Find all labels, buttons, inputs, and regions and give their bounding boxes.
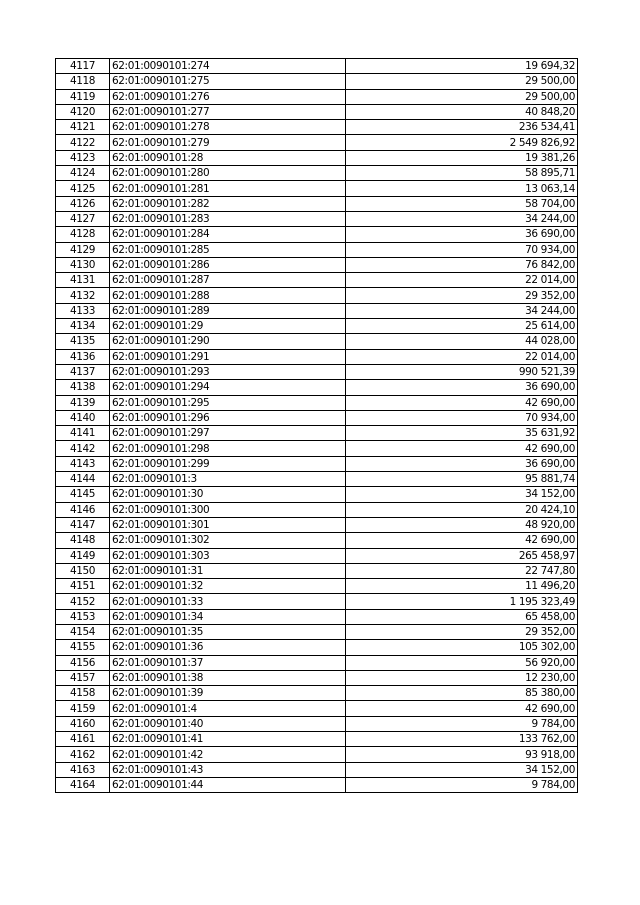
cadastral-number-cell: 62:01:0090101:296 <box>110 410 346 425</box>
cadastral-value-cell: 42 690,00 <box>346 533 578 548</box>
table-row <box>56 548 578 563</box>
cadastral-number-cell: 62:01:0090101:301 <box>110 517 346 532</box>
row-number-cell: 4117 <box>56 59 110 74</box>
cadastral-number-cell: 62:01:0090101:288 <box>110 288 346 303</box>
table-row <box>56 594 578 609</box>
table-row <box>56 181 578 196</box>
row-number-cell: 4133 <box>56 303 110 318</box>
cadastral-value-cell: 34 152,00 <box>346 487 578 502</box>
cadastral-value-cell: 25 614,00 <box>346 319 578 334</box>
cadastral-value-cell: 29 500,00 <box>346 74 578 89</box>
cadastral-number-cell: 62:01:0090101:303 <box>110 548 346 563</box>
cadastral-value-cell: 58 895,71 <box>346 166 578 181</box>
row-number-cell: 4164 <box>56 777 110 792</box>
table-row <box>56 257 578 272</box>
cadastral-number-cell: 62:01:0090101:277 <box>110 104 346 119</box>
row-number-cell: 4125 <box>56 181 110 196</box>
table-row <box>56 563 578 578</box>
table-row <box>56 59 578 74</box>
table-row <box>56 472 578 487</box>
table-row <box>56 74 578 89</box>
cadastral-value-cell: 35 631,92 <box>346 426 578 441</box>
table-row <box>56 319 578 334</box>
cadastral-value-cell: 13 063,14 <box>346 181 578 196</box>
cadastral-value-cell: 990 521,39 <box>346 364 578 379</box>
table-row <box>56 242 578 257</box>
cadastral-value-cell: 9 784,00 <box>346 716 578 731</box>
row-number-cell: 4157 <box>56 670 110 685</box>
cadastral-value-cell: 70 934,00 <box>346 242 578 257</box>
cadastral-value-cell: 95 881,74 <box>346 472 578 487</box>
cadastral-number-cell: 62:01:0090101:281 <box>110 181 346 196</box>
cadastral-value-cell: 22 747,80 <box>346 563 578 578</box>
cadastral-value-cell: 36 690,00 <box>346 380 578 395</box>
cadastral-number-cell: 62:01:0090101:31 <box>110 563 346 578</box>
cadastral-value-table <box>55 58 578 793</box>
cadastral-value-cell: 29 352,00 <box>346 288 578 303</box>
cadastral-number-cell: 62:01:0090101:4 <box>110 701 346 716</box>
cadastral-value-cell: 42 690,00 <box>346 441 578 456</box>
row-number-cell: 4147 <box>56 517 110 532</box>
cadastral-number-cell: 62:01:0090101:294 <box>110 380 346 395</box>
table-row <box>56 303 578 318</box>
table-row <box>56 655 578 670</box>
row-number-cell: 4118 <box>56 74 110 89</box>
row-number-cell: 4121 <box>56 120 110 135</box>
cadastral-number-cell: 62:01:0090101:3 <box>110 472 346 487</box>
row-number-cell: 4130 <box>56 257 110 272</box>
cadastral-value-cell: 44 028,00 <box>346 334 578 349</box>
table-row <box>56 120 578 135</box>
table-row <box>56 89 578 104</box>
cadastral-number-cell: 62:01:0090101:29 <box>110 319 346 334</box>
cadastral-number-cell: 62:01:0090101:282 <box>110 196 346 211</box>
row-number-cell: 4158 <box>56 686 110 701</box>
row-number-cell: 4150 <box>56 563 110 578</box>
table-row <box>56 747 578 762</box>
cadastral-value-cell: 70 934,00 <box>346 410 578 425</box>
cadastral-number-cell: 62:01:0090101:293 <box>110 364 346 379</box>
cadastral-value-cell: 34 244,00 <box>346 211 578 226</box>
table-row <box>56 732 578 747</box>
table-row <box>56 334 578 349</box>
cadastral-number-cell: 62:01:0090101:302 <box>110 533 346 548</box>
row-number-cell: 4126 <box>56 196 110 211</box>
cadastral-value-cell: 42 690,00 <box>346 395 578 410</box>
row-number-cell: 4152 <box>56 594 110 609</box>
cadastral-value-cell: 29 500,00 <box>346 89 578 104</box>
row-number-cell: 4120 <box>56 104 110 119</box>
row-number-cell: 4124 <box>56 166 110 181</box>
row-number-cell: 4156 <box>56 655 110 670</box>
row-number-cell: 4134 <box>56 319 110 334</box>
cadastral-number-cell: 62:01:0090101:38 <box>110 670 346 685</box>
row-number-cell: 4153 <box>56 609 110 624</box>
table-row <box>56 441 578 456</box>
cadastral-value-cell: 20 424,10 <box>346 502 578 517</box>
cadastral-number-cell: 62:01:0090101:274 <box>110 59 346 74</box>
cadastral-value-cell: 236 534,41 <box>346 120 578 135</box>
row-number-cell: 4151 <box>56 579 110 594</box>
cadastral-number-cell: 62:01:0090101:39 <box>110 686 346 701</box>
cadastral-number-cell: 62:01:0090101:33 <box>110 594 346 609</box>
cadastral-value-cell: 34 152,00 <box>346 762 578 777</box>
cadastral-value-cell: 22 014,00 <box>346 273 578 288</box>
cadastral-value-cell: 1 195 323,49 <box>346 594 578 609</box>
cadastral-value-cell: 65 458,00 <box>346 609 578 624</box>
table-row <box>56 426 578 441</box>
cadastral-value-cell: 12 230,00 <box>346 670 578 685</box>
row-number-cell: 4136 <box>56 349 110 364</box>
row-number-cell: 4123 <box>56 150 110 165</box>
cadastral-value-cell: 58 704,00 <box>346 196 578 211</box>
cadastral-number-cell: 62:01:0090101:298 <box>110 441 346 456</box>
row-number-cell: 4162 <box>56 747 110 762</box>
cadastral-number-cell: 62:01:0090101:300 <box>110 502 346 517</box>
row-number-cell: 4142 <box>56 441 110 456</box>
table-row <box>56 624 578 639</box>
cadastral-number-cell: 62:01:0090101:28 <box>110 150 346 165</box>
table-row <box>56 104 578 119</box>
cadastral-value-cell: 2 549 826,92 <box>346 135 578 150</box>
cadastral-number-cell: 62:01:0090101:34 <box>110 609 346 624</box>
table-row <box>56 456 578 471</box>
table-row <box>56 579 578 594</box>
cadastral-number-cell: 62:01:0090101:299 <box>110 456 346 471</box>
table-row <box>56 410 578 425</box>
cadastral-number-cell: 62:01:0090101:287 <box>110 273 346 288</box>
cadastral-number-cell: 62:01:0090101:289 <box>110 303 346 318</box>
cadastral-value-cell: 11 496,20 <box>346 579 578 594</box>
row-number-cell: 4119 <box>56 89 110 104</box>
row-number-cell: 4160 <box>56 716 110 731</box>
table-row <box>56 670 578 685</box>
row-number-cell: 4155 <box>56 640 110 655</box>
cadastral-value-cell: 85 380,00 <box>346 686 578 701</box>
table-body <box>56 59 578 793</box>
table-row <box>56 364 578 379</box>
row-number-cell: 4163 <box>56 762 110 777</box>
cadastral-value-cell: 48 920,00 <box>346 517 578 532</box>
cadastral-number-cell: 62:01:0090101:275 <box>110 74 346 89</box>
cadastral-number-cell: 62:01:0090101:36 <box>110 640 346 655</box>
table-row <box>56 395 578 410</box>
cadastral-value-cell: 105 302,00 <box>346 640 578 655</box>
row-number-cell: 4135 <box>56 334 110 349</box>
cadastral-value-cell: 56 920,00 <box>346 655 578 670</box>
cadastral-number-cell: 62:01:0090101:41 <box>110 732 346 747</box>
row-number-cell: 4140 <box>56 410 110 425</box>
row-number-cell: 4139 <box>56 395 110 410</box>
cadastral-number-cell: 62:01:0090101:278 <box>110 120 346 135</box>
table-row <box>56 609 578 624</box>
row-number-cell: 4138 <box>56 380 110 395</box>
cadastral-value-cell: 19 694,32 <box>346 59 578 74</box>
cadastral-number-cell: 62:01:0090101:280 <box>110 166 346 181</box>
table-row <box>56 716 578 731</box>
table-row <box>56 487 578 502</box>
cadastral-value-cell: 265 458,97 <box>346 548 578 563</box>
cadastral-value-cell: 93 918,00 <box>346 747 578 762</box>
row-number-cell: 4131 <box>56 273 110 288</box>
cadastral-number-cell: 62:01:0090101:295 <box>110 395 346 410</box>
row-number-cell: 4148 <box>56 533 110 548</box>
table-row <box>56 533 578 548</box>
row-number-cell: 4144 <box>56 472 110 487</box>
table-row <box>56 701 578 716</box>
row-number-cell: 4143 <box>56 456 110 471</box>
cadastral-number-cell: 62:01:0090101:279 <box>110 135 346 150</box>
cadastral-value-cell: 9 784,00 <box>346 777 578 792</box>
cadastral-number-cell: 62:01:0090101:283 <box>110 211 346 226</box>
cadastral-value-cell: 29 352,00 <box>346 624 578 639</box>
row-number-cell: 4127 <box>56 211 110 226</box>
cadastral-number-cell: 62:01:0090101:43 <box>110 762 346 777</box>
table-row <box>56 640 578 655</box>
table-row <box>56 196 578 211</box>
table-row <box>56 166 578 181</box>
cadastral-number-cell: 62:01:0090101:30 <box>110 487 346 502</box>
table-row <box>56 686 578 701</box>
cadastral-value-cell: 133 762,00 <box>346 732 578 747</box>
cadastral-number-cell: 62:01:0090101:284 <box>110 227 346 242</box>
cadastral-value-cell: 34 244,00 <box>346 303 578 318</box>
row-number-cell: 4154 <box>56 624 110 639</box>
row-number-cell: 4146 <box>56 502 110 517</box>
cadastral-value-cell: 40 848,20 <box>346 104 578 119</box>
cadastral-number-cell: 62:01:0090101:291 <box>110 349 346 364</box>
table-row <box>56 273 578 288</box>
cadastral-number-cell: 62:01:0090101:40 <box>110 716 346 731</box>
cadastral-number-cell: 62:01:0090101:32 <box>110 579 346 594</box>
cadastral-number-cell: 62:01:0090101:290 <box>110 334 346 349</box>
row-number-cell: 4132 <box>56 288 110 303</box>
cadastral-number-cell: 62:01:0090101:276 <box>110 89 346 104</box>
row-number-cell: 4159 <box>56 701 110 716</box>
table-row <box>56 150 578 165</box>
cadastral-number-cell: 62:01:0090101:37 <box>110 655 346 670</box>
row-number-cell: 4129 <box>56 242 110 257</box>
cadastral-value-cell: 42 690,00 <box>346 701 578 716</box>
table-row <box>56 349 578 364</box>
cadastral-value-cell: 76 842,00 <box>346 257 578 272</box>
table-row <box>56 762 578 777</box>
row-number-cell: 4122 <box>56 135 110 150</box>
cadastral-value-cell: 22 014,00 <box>346 349 578 364</box>
row-number-cell: 4149 <box>56 548 110 563</box>
table-row <box>56 502 578 517</box>
cadastral-number-cell: 62:01:0090101:285 <box>110 242 346 257</box>
row-number-cell: 4128 <box>56 227 110 242</box>
table-row <box>56 288 578 303</box>
row-number-cell: 4137 <box>56 364 110 379</box>
cadastral-number-cell: 62:01:0090101:297 <box>110 426 346 441</box>
table-row <box>56 227 578 242</box>
cadastral-number-cell: 62:01:0090101:42 <box>110 747 346 762</box>
row-number-cell: 4161 <box>56 732 110 747</box>
row-number-cell: 4145 <box>56 487 110 502</box>
cadastral-number-cell: 62:01:0090101:286 <box>110 257 346 272</box>
cadastral-number-cell: 62:01:0090101:44 <box>110 777 346 792</box>
table-row <box>56 211 578 226</box>
row-number-cell: 4141 <box>56 426 110 441</box>
table-row <box>56 777 578 792</box>
cadastral-value-cell: 19 381,26 <box>346 150 578 165</box>
table-row <box>56 380 578 395</box>
cadastral-value-cell: 36 690,00 <box>346 227 578 242</box>
table-row <box>56 517 578 532</box>
cadastral-value-cell: 36 690,00 <box>346 456 578 471</box>
cadastral-number-cell: 62:01:0090101:35 <box>110 624 346 639</box>
table-row <box>56 135 578 150</box>
